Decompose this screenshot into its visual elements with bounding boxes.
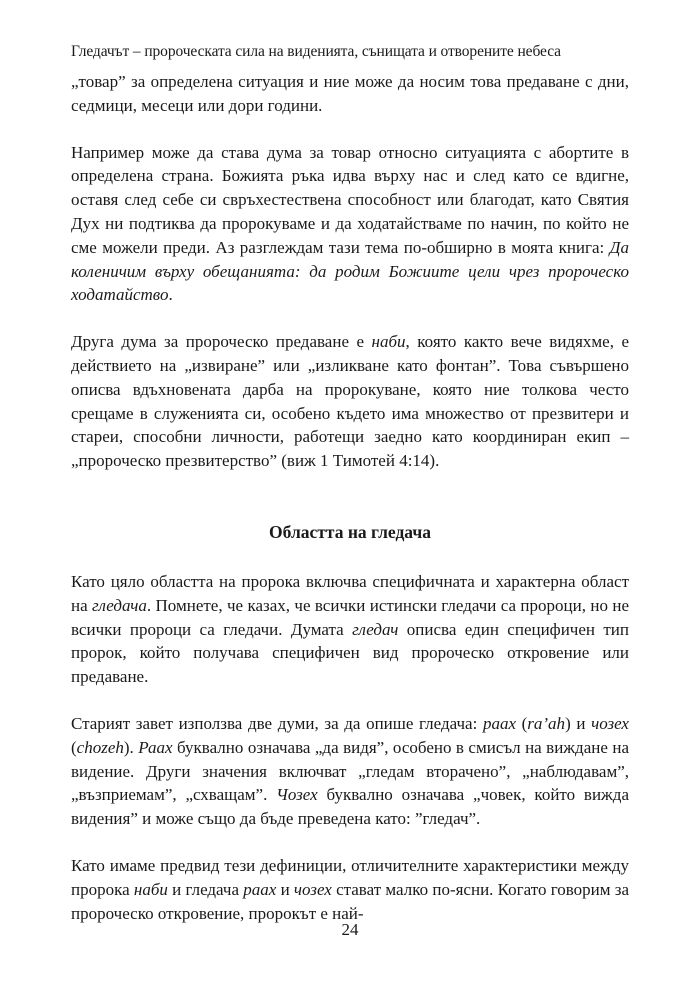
italic-text: наби [133,879,168,899]
italic-text: чозех [293,879,332,899]
italic-text: раах [482,713,516,733]
paragraph [71,712,629,831]
text-run: Като имаме предвид тези дефиниции, отличителните характеристики между пророка [71,855,629,899]
italic-text: ra’ah [527,713,566,733]
text-run: ( [515,713,528,733]
text-run: . Помнете, че казах, че всички истински гледачи са пророци, но не всички пророци са гледачи. Думата [71,595,629,639]
paragraphs-after-heading [71,570,629,925]
italic-text: Раах [138,737,173,757]
text-run: ( [71,737,77,757]
text-run: ) и [565,713,592,733]
italic-text: чозех [591,713,629,733]
text-run: буквално означава „човек, който вижда видения” и може също да бъде преведена като: ”гледач”. [71,785,629,829]
text-run: Старият завет използва две думи, за да опише гледача: [71,713,483,733]
italic-text: раах [243,879,277,899]
text-run: , която както вече видяхме, е действието на „извиране” или „изликване като фонтан”. Това съвършено описва вдъхновената дарба на пророкуване, която ние толкова често срещаме в служенията си, особено където има множество от презвитери и стареи, способни личности, работещи заедно като координиран екип – „пророческо презвитерство” (виж 1 Тимотей 4:14). [71,332,629,471]
paragraph [71,854,629,925]
text-run: и гледача [167,879,244,899]
text-run: описва един специфичен тип пророк, който получава специфичен вид пророческо откровение или предаване. [71,619,629,687]
text-run: буквално означава „да видя”, особено в смисъл на виждане на видение. Други значения включват „гледам вторачено”, „наблюдавам”, „възприемам”, „схващам”. [71,737,629,805]
text-run: и [276,879,294,899]
text-run: стават малко по-ясни. Когато говорим за пророческо откровение, пророкът е най- [71,879,630,923]
text-run: ). [123,737,139,757]
italic-text: наби [371,332,406,352]
body-text [71,70,629,925]
text-run: . [168,285,173,305]
paragraph [71,570,629,689]
text-run: Друга дума за пророческо предаване е [71,332,372,352]
section-heading: Областта на гледача [269,521,431,542]
paragraphs-before-heading [71,70,629,473]
italic-text: Чозех [276,785,318,805]
italic-text: Да коленичим върху обещанията: да родим Божиите цели чрез пророческо ходатайство [71,237,629,305]
paragraph [71,330,629,473]
text-run: Като цяло областта на пророка включва специфичната и характерна област на [71,571,629,615]
text-run: „товар” за определена ситуация и ние може да носим това предаване с дни, седмици, месеци или дори години. [71,72,629,115]
paragraph [71,141,629,308]
page-number: 24 [341,920,359,939]
italic-text: chozeh [76,737,124,757]
italic-text: гледач [352,619,399,639]
italic-text: гледача [92,595,147,615]
running-header: Гледачът – пророческата сила на виденията, сънищата и отворените небеса [71,43,561,60]
paragraph [71,70,629,118]
text-run: Например може да става дума за товар относно ситуацията с абортите в определена страна. Божията ръка идва върху нас и след като се вдигне, оставя след себе си свръхестествена способност или благодат, като Святия Дух ни подтиква да пророкуваме и да ходатайстваме по начин, по който не сме можели преди. Аз разглеждам тази тема по-обширно в моята книга: [71,142,629,257]
